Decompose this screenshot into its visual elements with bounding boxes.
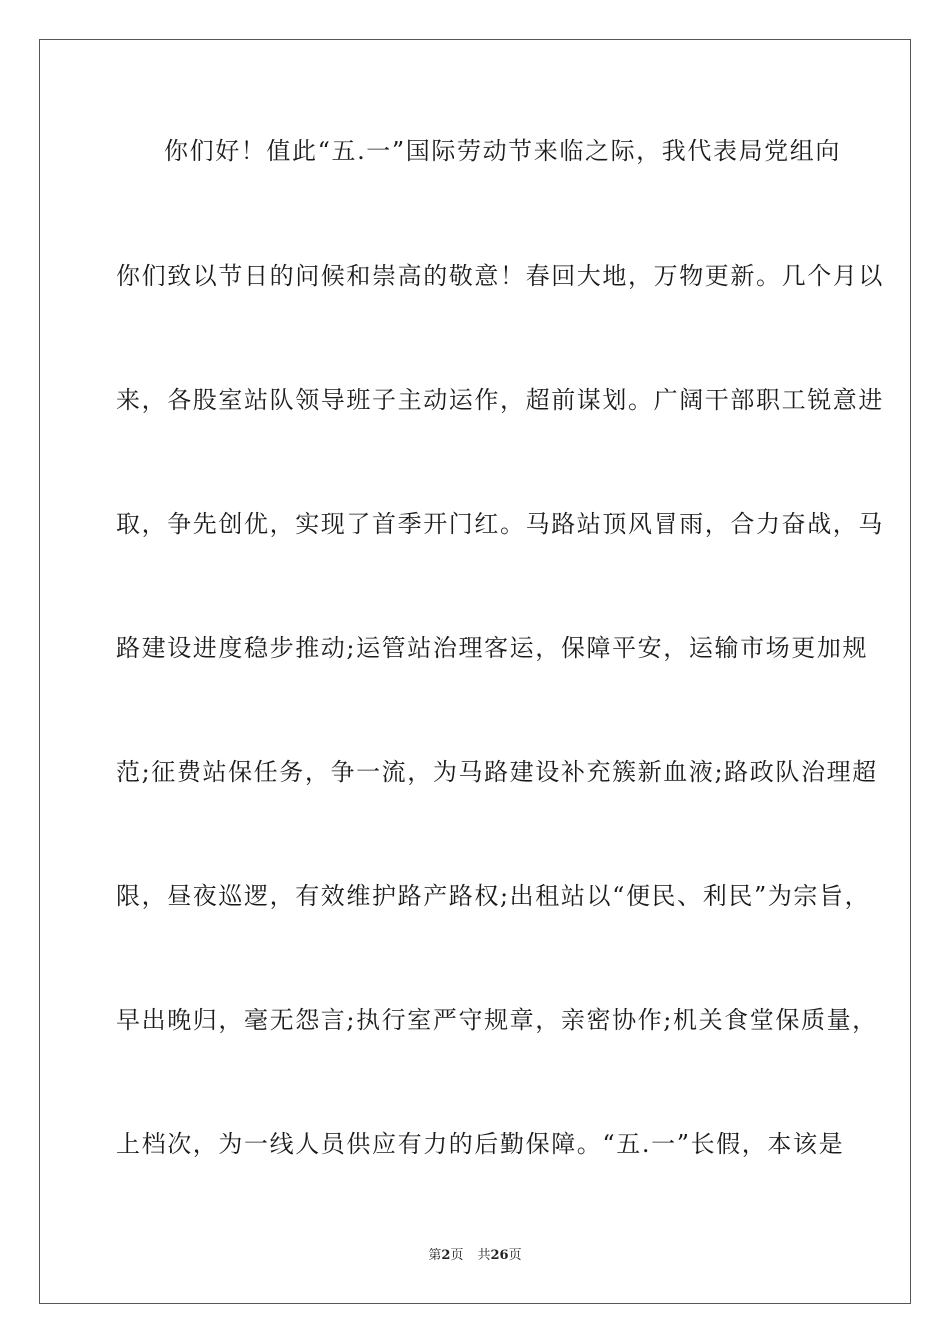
page-border	[39, 39, 911, 1304]
paragraph-line: 限，昼夜巡逻，有效维护路产路权;出租站以“便民、利民”为宗旨，	[116, 882, 871, 910]
paragraph-line: 取，争先创优，实现了首季开门红。马路站顶风冒雨，合力奋战，马	[116, 510, 884, 538]
paragraph-line: 路建设进度稳步推动;运管站治理客运，保障平安，运输市场更加规	[116, 634, 869, 662]
total-prefix: 共	[477, 1248, 491, 1263]
paragraph-line: 你们好！值此“五.一”国际劳动节来临之际，我代表局党组向	[164, 137, 841, 165]
page-suffix: 页	[450, 1248, 464, 1263]
page-footer	[0, 1247, 950, 1265]
total-pages: 26	[490, 1248, 509, 1263]
paragraph-line: 早出晚归，毫无怨言;执行室严守规章，亲密协作;机关食堂保质量，	[116, 1006, 878, 1034]
paragraph-line: 来，各股室站队领导班子主动运作，超前谋划。广阔干部职工锐意进	[116, 386, 884, 414]
page-number: 2	[441, 1248, 451, 1263]
page-prefix: 第	[428, 1248, 442, 1263]
total-suffix: 页	[508, 1248, 522, 1263]
paragraph-line: 上档次，为一线人员供应有力的后勤保障。“五.一”长假，本该是	[116, 1130, 845, 1158]
paragraph-line: 范;征费站保任务，争一流，为马路建设补充簇新血液;路政队治理超	[116, 758, 878, 786]
paragraph-line: 你们致以节日的问候和崇高的敬意！春回大地，万物更新。几个月以	[116, 262, 884, 290]
